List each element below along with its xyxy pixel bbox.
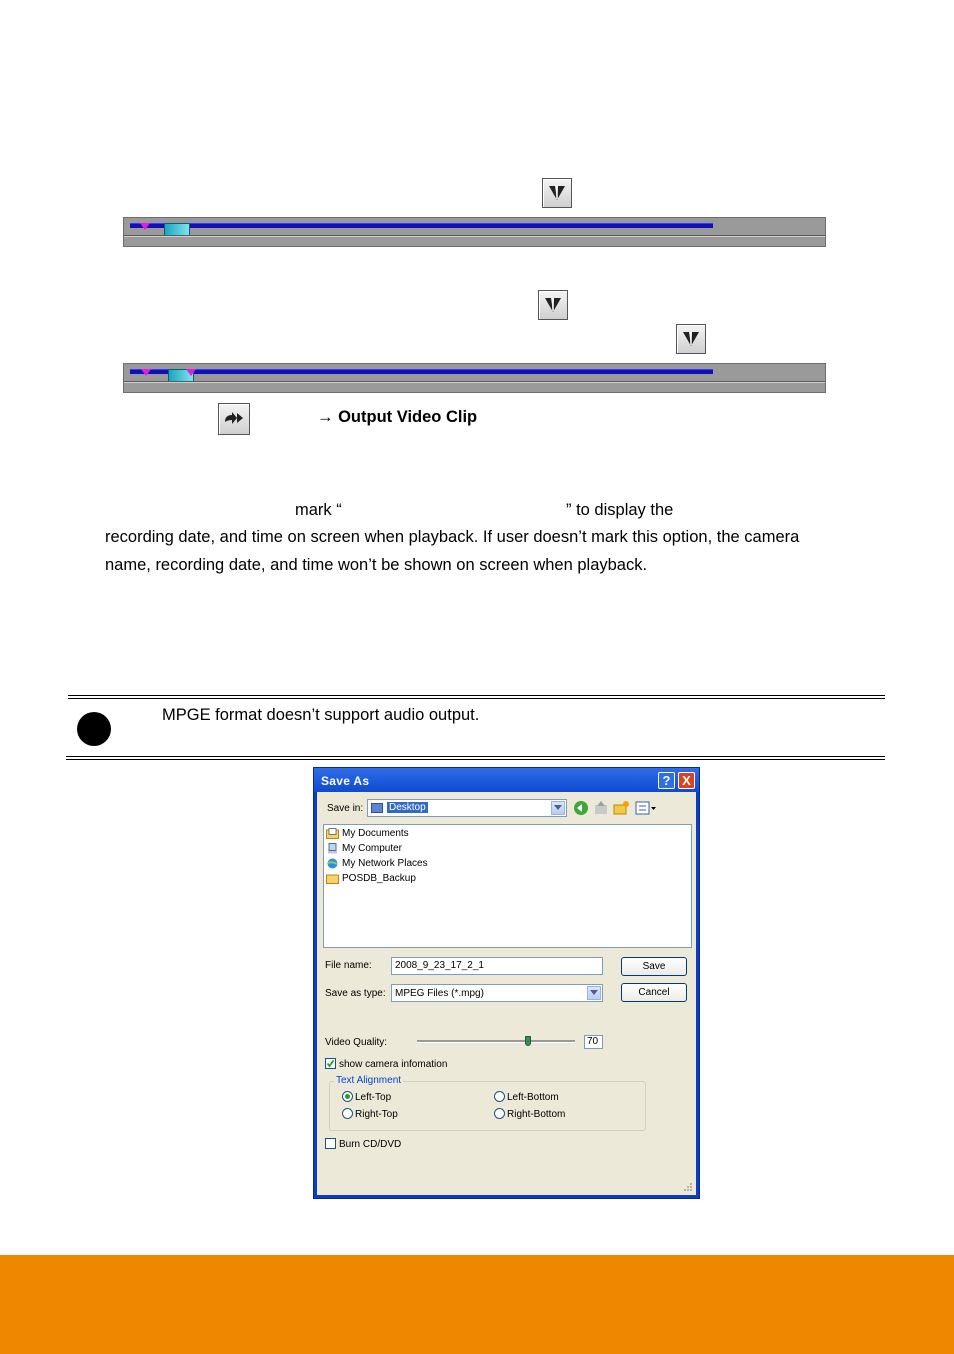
timeline-divider-highlight bbox=[124, 382, 825, 383]
folder-icon bbox=[326, 873, 339, 884]
save-in-label: Save in: bbox=[327, 803, 364, 814]
file-name: POSDB_Backup bbox=[342, 873, 416, 884]
list-item[interactable] bbox=[326, 828, 409, 842]
save-as-type-label: Save as type: bbox=[325, 988, 386, 999]
paragraph-line-1a: mark “ bbox=[295, 501, 342, 519]
folder-icon bbox=[326, 828, 339, 839]
file-name: My Documents bbox=[342, 828, 409, 839]
note-bullet-icon bbox=[77, 712, 111, 746]
burn-cd-checkbox[interactable] bbox=[325, 1138, 336, 1149]
chevron-down-icon[interactable] bbox=[587, 986, 601, 1000]
video-quality-label: Video Quality: bbox=[325, 1037, 388, 1048]
chevron-down-icon[interactable] bbox=[551, 801, 565, 815]
mark-in-indicator bbox=[141, 369, 151, 376]
mark-in-button[interactable] bbox=[538, 290, 568, 320]
dialog-client-area bbox=[317, 792, 696, 1195]
save-button[interactable]: Save bbox=[621, 957, 687, 976]
close-button[interactable]: X bbox=[678, 772, 695, 789]
video-quality-slider-track[interactable] bbox=[417, 1040, 575, 1043]
file-name-input[interactable]: 2008_9_23_17_2_1 bbox=[391, 957, 603, 975]
checkmark-icon bbox=[326, 1059, 335, 1068]
radio-right-top-label: Right-Top bbox=[355, 1109, 398, 1120]
list-item[interactable] bbox=[326, 873, 416, 887]
video-quality-slider-thumb[interactable] bbox=[525, 1036, 531, 1046]
mark-in-indicator bbox=[140, 223, 150, 230]
note-rule-top-inner bbox=[68, 698, 885, 699]
text-alignment-group bbox=[329, 1081, 646, 1131]
radio-left-top[interactable] bbox=[342, 1091, 353, 1102]
network-places-icon bbox=[326, 858, 339, 869]
desktop-icon bbox=[371, 803, 383, 813]
list-item[interactable] bbox=[326, 858, 428, 872]
save-in-value: Desktop bbox=[389, 802, 426, 813]
list-item[interactable] bbox=[326, 843, 402, 857]
note-text: MPGE format doesn’t support audio output. bbox=[162, 706, 480, 724]
timeline-track bbox=[130, 369, 713, 374]
help-button[interactable]: ? bbox=[658, 772, 675, 789]
save-as-type-combo[interactable] bbox=[391, 984, 603, 1002]
file-name: My Computer bbox=[342, 843, 403, 854]
radio-left-top-label: Left-Top bbox=[355, 1092, 392, 1103]
output-video-clip-label: Output Video Clip bbox=[338, 408, 478, 426]
burn-cd-label: Burn CD/DVD bbox=[339, 1139, 402, 1150]
file-name: My Network Places bbox=[342, 858, 428, 869]
show-camera-checkbox[interactable] bbox=[325, 1058, 336, 1069]
output-step-label bbox=[317, 408, 477, 427]
output-clip-button[interactable] bbox=[218, 403, 250, 435]
radio-left-bottom[interactable] bbox=[494, 1091, 505, 1102]
output-clip-icon bbox=[223, 410, 245, 428]
radio-right-bottom[interactable] bbox=[494, 1108, 505, 1119]
video-quality-value[interactable]: 70 bbox=[584, 1035, 603, 1049]
radio-right-bottom-label: Right-Bottom bbox=[507, 1109, 566, 1120]
note-rule-bottom-inner bbox=[66, 759, 885, 760]
mark-in-button[interactable] bbox=[542, 178, 572, 208]
view-menu-icon[interactable] bbox=[635, 800, 657, 816]
paragraph-line-2: recording date, and time on screen when playback. If user doesn’t mark this option, the camera bbox=[105, 528, 800, 546]
cancel-button[interactable]: Cancel bbox=[621, 983, 687, 1002]
show-camera-label: show camera infomation bbox=[339, 1059, 448, 1070]
text-alignment-title: Text Alignment bbox=[336, 1075, 402, 1086]
back-icon[interactable] bbox=[573, 800, 589, 816]
up-folder-icon[interactable] bbox=[593, 800, 609, 816]
save-as-type-value: MPEG Files (*.mpg) bbox=[395, 988, 484, 999]
radio-left-bottom-label: Left-Bottom bbox=[507, 1092, 559, 1103]
note-rule-bottom bbox=[66, 756, 885, 757]
resize-grip-icon[interactable] bbox=[683, 1182, 693, 1192]
save-in-combo[interactable] bbox=[367, 799, 567, 817]
paragraph-line-1b: ” to display the bbox=[566, 501, 674, 519]
timeline-bar[interactable] bbox=[123, 217, 826, 247]
paragraph-line-3: name, recording date, and time won’t be shown on screen when playback. bbox=[105, 556, 648, 574]
mark-in-out-icon bbox=[682, 331, 700, 347]
footer-band bbox=[0, 1255, 954, 1354]
dialog-titlebar[interactable] bbox=[314, 768, 699, 792]
save-as-dialog bbox=[313, 767, 700, 1199]
mark-in-out-icon bbox=[544, 297, 562, 313]
computer-icon bbox=[326, 843, 339, 854]
timeline-track bbox=[130, 223, 713, 228]
arrow-glyph: → bbox=[317, 408, 334, 426]
timeline-bar[interactable] bbox=[123, 363, 826, 393]
mark-out-button[interactable] bbox=[676, 324, 706, 354]
file-list[interactable] bbox=[323, 824, 692, 948]
file-name-label: File name: bbox=[325, 960, 372, 971]
radio-right-top[interactable] bbox=[342, 1108, 353, 1119]
new-folder-icon[interactable] bbox=[613, 800, 629, 816]
mark-in-out-icon bbox=[548, 185, 566, 201]
timeline-divider-highlight bbox=[124, 236, 825, 237]
mark-out-indicator bbox=[186, 369, 196, 376]
note-rule-top bbox=[68, 695, 885, 696]
dialog-title: Save As bbox=[321, 774, 370, 788]
